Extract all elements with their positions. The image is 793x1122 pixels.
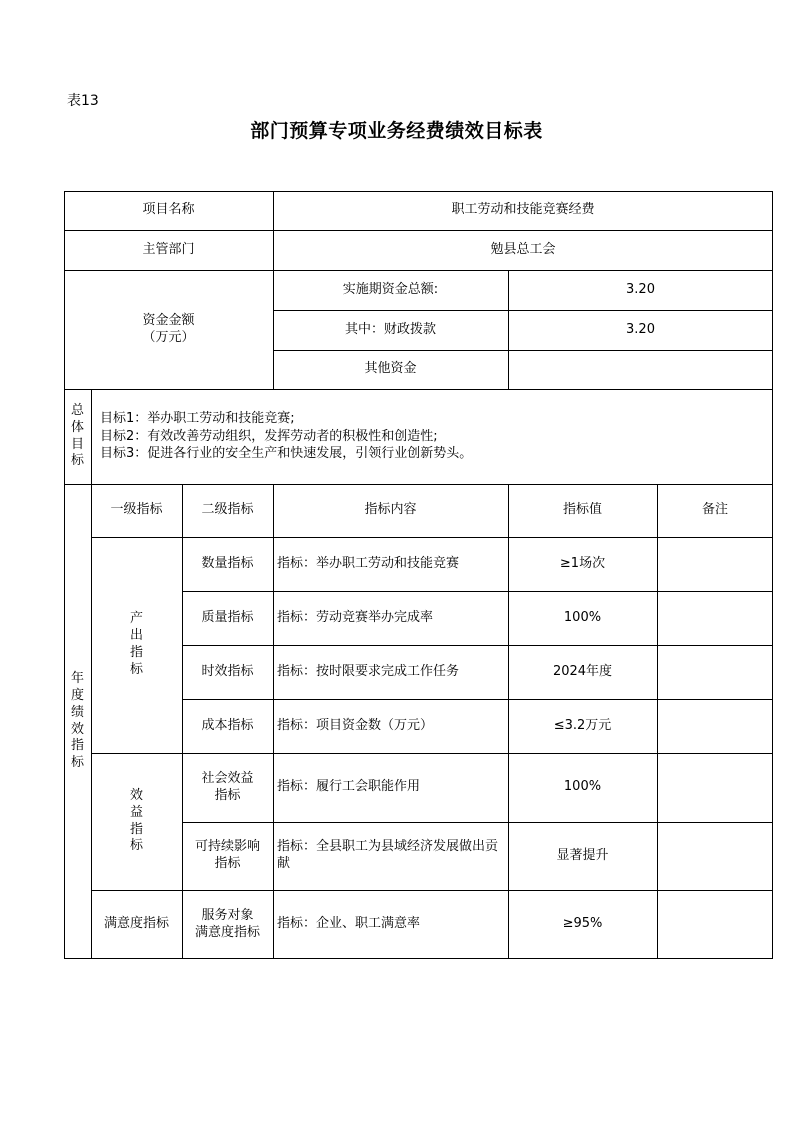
header-level2: 二级指标 [201, 502, 254, 518]
row-value: ≤3.2万元 [553, 717, 612, 733]
annual-label-char: 年 [70, 670, 84, 686]
row-level2-line: 服务对象 [201, 907, 254, 923]
department-value: 勉县总工会 [490, 241, 556, 257]
row-level2-line: 满意度指标 [194, 924, 260, 940]
satisfaction-value: ≥95% [562, 916, 603, 932]
goal-3: 目标3：促进各行业的安全生产和快速发展，引领行业创新势头。 [100, 446, 473, 462]
benefit-label-char: 效 [129, 787, 143, 803]
output-label-char: 指 [129, 645, 143, 660]
row-value: 2024年度 [552, 663, 613, 679]
row-value: 100% [563, 609, 602, 625]
benefit-label-char: 指 [129, 821, 143, 837]
row-level2-line: 指标 [214, 856, 241, 871]
total-funds-value: 3.20 [626, 281, 655, 297]
benefit-indicators-label [91, 753, 182, 890]
satisfaction-level2 [182, 890, 273, 959]
goal-1: 目标1：举办职工劳动和技能竞赛; [100, 411, 295, 427]
fiscal-funds-label: 其中：财政拨款 [344, 321, 436, 337]
output-label-char: 产 [129, 611, 143, 627]
row-remark [657, 645, 773, 699]
overall-label-char: 标 [70, 453, 84, 469]
satisfaction-content: 指标：企业、职工满意率 [277, 916, 421, 932]
row-level2: 质量指标 [201, 609, 254, 625]
annual-indicators-label [64, 484, 91, 959]
header-value: 指标值 [562, 502, 602, 518]
header-level1: 一级指标 [110, 502, 163, 518]
header-content: 指标内容 [364, 502, 417, 518]
satisfaction-remark [657, 890, 773, 959]
row-level2: 成本指标 [201, 717, 254, 733]
row-remark [657, 537, 773, 591]
row-content: 指标：履行工会职能作用 [277, 779, 421, 795]
row-value: 显著提升 [556, 847, 609, 863]
overall-label-char: 目 [70, 436, 84, 452]
row-remark [657, 699, 773, 753]
overall-goals-text [91, 389, 773, 484]
output-indicators-label [91, 537, 182, 753]
project-name-label: 项目名称 [142, 202, 195, 218]
row-value: 100% [563, 779, 602, 795]
goal-2: 目标2：有效改善劳动组织，发挥劳动者的积极性和创造性; [100, 428, 438, 444]
row-level2-line: 可持续影响 [194, 839, 260, 855]
header-remark: 备注 [701, 502, 728, 518]
row-level2-line: 指标 [214, 787, 241, 803]
row-level2: 数量指标 [201, 555, 254, 571]
funds-unit-text: （万元） [142, 329, 195, 345]
annual-label-char: 效 [70, 721, 84, 737]
row-level2 [182, 822, 273, 890]
row-remark [657, 753, 773, 822]
row-remark [657, 822, 773, 890]
funds-label [64, 270, 273, 389]
annual-label-char: 度 [70, 687, 84, 703]
overall-goals-label [64, 389, 91, 484]
annual-label-char: 指 [70, 738, 84, 754]
department-label: 主管部门 [142, 241, 195, 257]
other-funds-value [508, 350, 773, 389]
benefit-label-char: 益 [129, 804, 143, 820]
row-content: 指标：劳动竞赛举办完成率 [277, 609, 434, 625]
annual-label-char: 标 [70, 755, 84, 771]
other-funds-label: 其他资金 [364, 361, 417, 377]
output-label-char: 标 [129, 661, 143, 677]
row-value: ≥1场次 [559, 555, 606, 571]
row-content: 指标：项目资金数（万元） [277, 717, 434, 733]
fiscal-funds-value: 3.20 [626, 321, 655, 337]
table-number: 表13 [67, 93, 99, 109]
total-funds-label: 实施期资金总额: [342, 281, 439, 297]
overall-label-char: 体 [70, 419, 84, 435]
row-level2-line: 社会效益 [201, 770, 254, 786]
row-content: 指标：举办职工劳动和技能竞赛 [277, 555, 460, 571]
page-title: 部门预算专项业务经费绩效目标表 [250, 120, 543, 142]
output-label-char: 出 [129, 628, 143, 644]
row-level2 [182, 753, 273, 822]
funds-label-text: 资金金额 [142, 312, 195, 328]
benefit-label-char: 标 [129, 838, 143, 854]
row-remark [657, 591, 773, 645]
annual-label-char: 绩 [70, 704, 84, 720]
satisfaction-level1: 满意度指标 [103, 916, 169, 932]
project-name-value: 职工劳动和技能竞赛经费 [451, 202, 595, 218]
row-level2: 时效指标 [201, 663, 254, 679]
row-content: 指标：全县职工为县域经济发展做出贡献 [277, 839, 499, 871]
row-content: 指标：按时限要求完成工作任务 [277, 663, 460, 679]
overall-label-char: 总 [70, 402, 84, 418]
